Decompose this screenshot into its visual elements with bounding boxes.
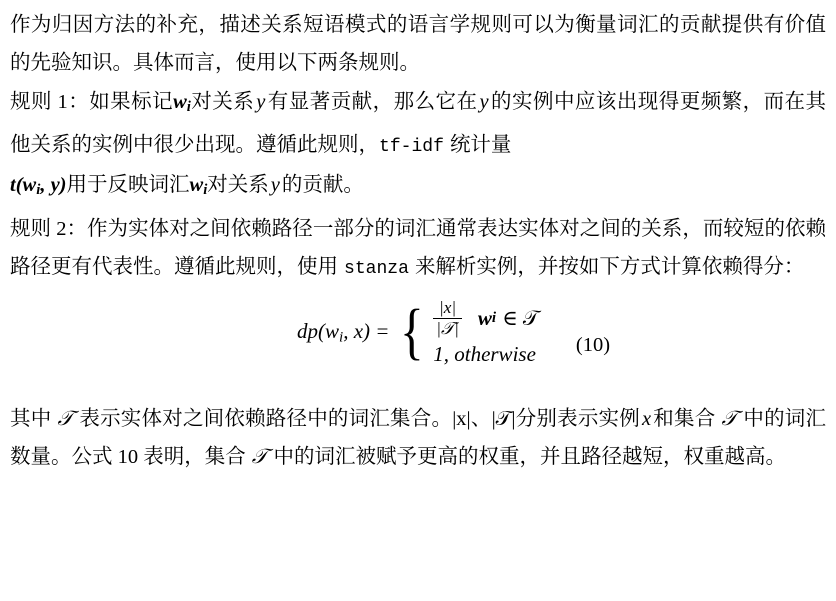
case1-condition-var: w: [477, 305, 492, 330]
paragraph-intro: 作为归因方法的补充，描述关系短语模式的语言学规则可以为衡量词汇的贡献提供有价值的先验知识。具体而言，使用以下两条规则。: [10, 14, 826, 74]
expl-var-x: x: [641, 408, 652, 431]
rule1-suffix: 的贡献。: [281, 174, 364, 197]
equation-lhs-rest: , x) =: [343, 319, 390, 344]
equation-case-1: [433, 298, 539, 338]
paragraph-rule-2: [10, 210, 826, 288]
paragraph-rule-1: [10, 83, 826, 209]
rule1-mid-3: 的实例中应该出现得更频繁，而在其他关系的实例中很少出现。遵循此规则，: [10, 91, 827, 157]
expl-s2: 表示实体对之间依赖路径中的词汇集合。|x|、|𝒯|分别表示实例: [79, 408, 640, 431]
rule1-var-w-2: w: [189, 174, 204, 197]
rule1-mid-5: 用于反映词汇: [66, 174, 190, 197]
case1-condition-rest: ∈ 𝒯: [502, 305, 539, 330]
rule1-var-w-2-subscript: i: [203, 182, 208, 199]
rule1-var-y-2: y: [479, 91, 489, 113]
rule2-prefix: 规则 2：作为实体对之间依赖路径一部分的词汇通常表达实体对之间的关系，而较短的依赖路径更有代表性。遵循此规则，使用: [10, 218, 826, 279]
case1-condition-subscript: i: [491, 309, 497, 326]
rule1-stat-rest: , y): [40, 174, 67, 197]
equation-lhs-subscript: i: [339, 329, 344, 346]
rule1-mid-2: 有显著贡献，那么它在: [267, 91, 478, 113]
rule1-stat-subscript: i: [36, 182, 41, 199]
equation-fraction: [433, 298, 462, 338]
expl-cal-3: 𝒯: [251, 446, 268, 469]
rule1-var-w-subscript: i: [186, 99, 191, 116]
expl-cal-1: 𝒯: [57, 408, 74, 431]
fraction-denominator: |𝒯|: [433, 318, 462, 338]
equation-case-2: 1, otherwise: [433, 342, 536, 367]
equation-lhs-text: dp(w: [297, 319, 340, 344]
rule1-var-y-1: y: [256, 91, 266, 113]
expl-cal-2: 𝒯: [721, 408, 738, 431]
rule1-stat-t: t(w: [10, 174, 37, 197]
equation-10: [10, 298, 826, 394]
rule1-prefix: 规则 1：如果标记: [10, 91, 174, 113]
equation-brace: {: [400, 297, 425, 366]
rule2-term-stanza: stanza: [344, 259, 409, 280]
rule1-var-w: w: [173, 91, 187, 113]
rule1-term-tfidf: tf-idf: [379, 137, 444, 158]
rule1-mid-1: 对关系: [190, 91, 255, 113]
rule2-suffix: 来解析实例，并按如下方式计算依赖得分：: [414, 256, 805, 279]
expl-s4: 中的词汇数量。公式 10 表明，集合: [10, 408, 827, 469]
expl-s1: 其中: [10, 408, 52, 431]
equation-number-wrapper: [10, 334, 826, 357]
equation-number: (10): [575, 334, 611, 357]
fraction-numerator: |x|: [439, 298, 457, 318]
paragraph-explanation: [10, 400, 826, 476]
rule1-var-y-3: y: [270, 174, 280, 197]
rule1-mid-6: 对关系: [207, 174, 269, 197]
rule1-mid-4: 统计量: [449, 134, 512, 157]
expl-s5: 中的词汇被赋予更高的权重，并且路径越短，权重越高。: [273, 446, 786, 469]
expl-s3: 和集合: [653, 408, 716, 431]
